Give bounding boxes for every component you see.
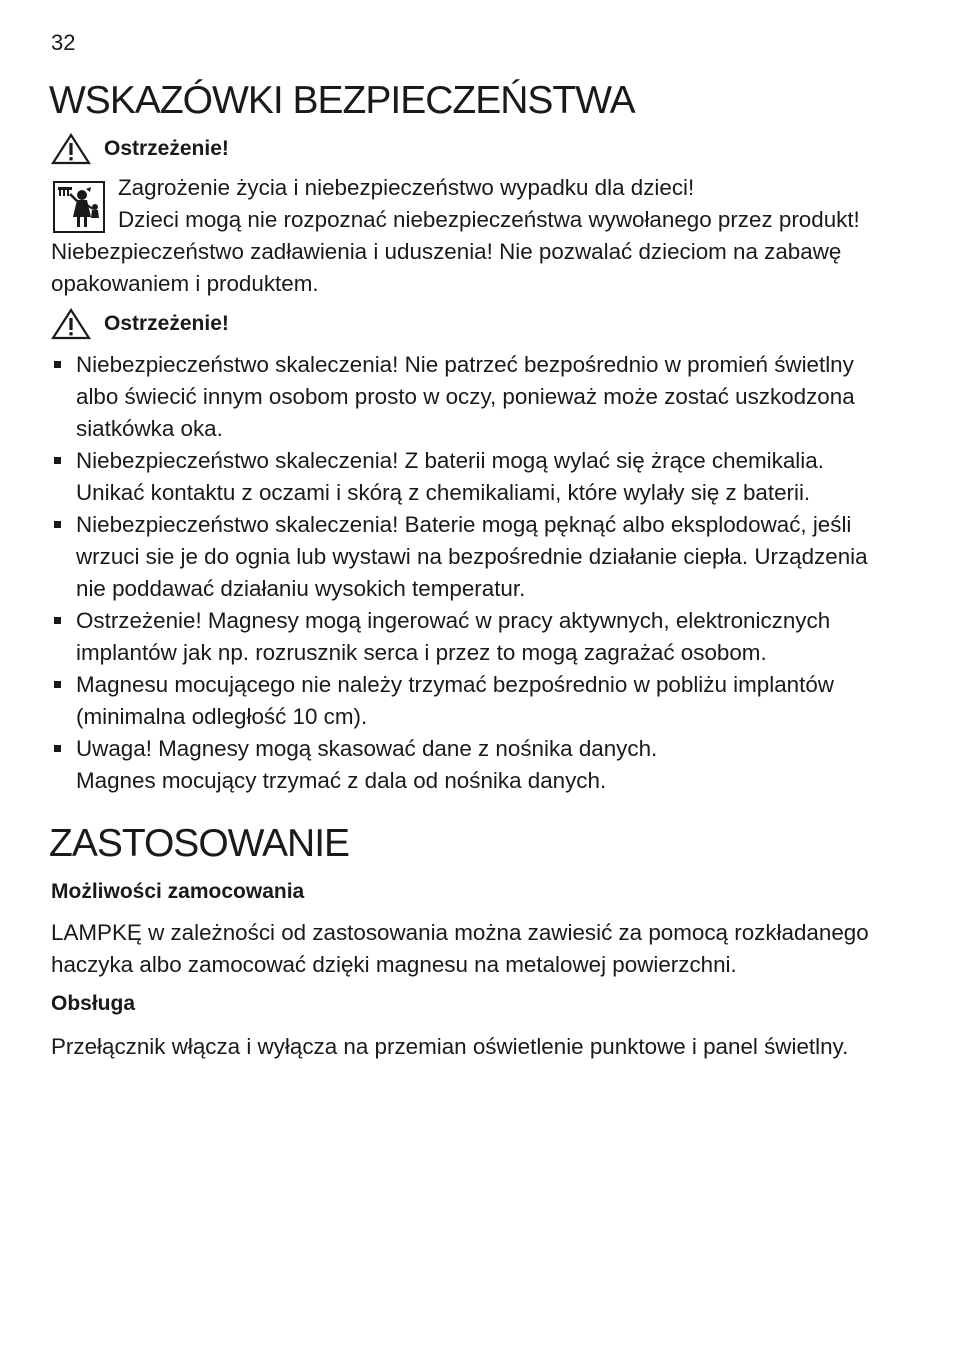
list-item: [51, 669, 868, 733]
warning-triangle-icon: [51, 133, 91, 165]
mounting-line-2: haczyka albo zamocować dzięki magnesu na metalowej powierzchni.: [51, 952, 737, 977]
warning1-line-3: Niebezpieczeństwo zadławienia i uduszenia! Nie pozwalać dzieciom na zabawę: [51, 239, 842, 264]
bullet-icon: [54, 681, 61, 688]
warning1-line-2: Dzieci mogą nie rozpoznać niebezpieczeństwa wywołanego przez produkt!: [118, 207, 860, 232]
bullet-line: Niebezpieczeństwo skaleczenia! Nie patrzeć bezpośrednio w promień świetlny: [76, 352, 854, 377]
bullet-line: Niebezpieczeństwo skaleczenia! Baterie mogą pęknąć albo eksplodować, jeśli: [76, 512, 852, 537]
list-item: [51, 605, 868, 669]
page-number: 32: [51, 30, 76, 55]
list-item: [51, 445, 868, 509]
warning-label: Ostrzeżenie!: [104, 137, 229, 160]
warning-heading-1: [51, 132, 229, 166]
bullet-icon: [54, 745, 61, 752]
bullet-line: Uwaga! Magnesy mogą skasować dane z nośnika danych.: [76, 736, 658, 761]
operation-heading: Obsługa: [51, 992, 136, 1015]
list-item: [51, 509, 868, 605]
bullet-line: albo świecić innym osobom prosto w oczy, ponieważ może zostać uszkodzona: [76, 384, 855, 409]
bullet-icon: [54, 617, 61, 624]
bullet-line: Niebezpieczeństwo skaleczenia! Z baterii mogą wylać się żrące chemikalia.: [76, 448, 824, 473]
warning1-line-1: Zagrożenie życia i niebezpieczeństwo wypadku dla dzieci!: [118, 175, 695, 200]
operation-line-1: Przełącznik włącza i wyłącza na przemian oświetlenie punktowe i panel świetlny.: [51, 1034, 849, 1059]
bullet-line: siatkówka oka.: [76, 416, 223, 441]
safety-title: WSKAZÓWKI BEZPIECZEŃSTWA: [49, 79, 635, 122]
bullet-icon: [54, 361, 61, 368]
mounting-line-1: LAMPKĘ w zależności od zastosowania można zawiesić za pomocą rozkładanego: [51, 920, 869, 945]
safety-bullet-list: [51, 349, 868, 797]
list-item: [51, 349, 868, 445]
bullet-icon: [54, 521, 61, 528]
usage-title: ZASTOSOWANIE: [49, 822, 350, 865]
warning-label: Ostrzeżenie!: [104, 312, 229, 335]
bullet-line: Ostrzeżenie! Magnesy mogą ingerować w pracy aktywnych, elektronicznych: [76, 608, 831, 633]
bullet-line: Magnesu mocującego nie należy trzymać bezpośrednio w pobliżu implantów: [76, 672, 834, 697]
bullet-line: Unikać kontaktu z oczami i skórą z chemikaliami, które wylały się z baterii.: [76, 480, 811, 505]
bullet-line: wrzuci sie je do ognia lub wystawi na bezpośrednie działanie ciepła. Urządzenia: [76, 544, 868, 569]
bullet-icon: [54, 457, 61, 464]
list-item: [51, 733, 868, 797]
bullet-line: nie poddawać działaniu wysokich temperatur.: [76, 576, 526, 601]
mounting-heading: Możliwości zamocowania: [51, 880, 305, 903]
child-hazard-icon: [53, 181, 105, 233]
bullet-line: (minimalna odległość 10 cm).: [76, 704, 368, 729]
warning1-line-4: opakowaniem i produktem.: [51, 271, 319, 296]
bullet-line: implantów jak np. rozrusznik serca i przez to mogą zagrażać osobom.: [76, 640, 767, 665]
warning-triangle-icon: [51, 308, 91, 340]
warning-heading-2: [51, 307, 229, 341]
bullet-line: Magnes mocujący trzymać z dala od nośnika danych.: [76, 768, 607, 793]
